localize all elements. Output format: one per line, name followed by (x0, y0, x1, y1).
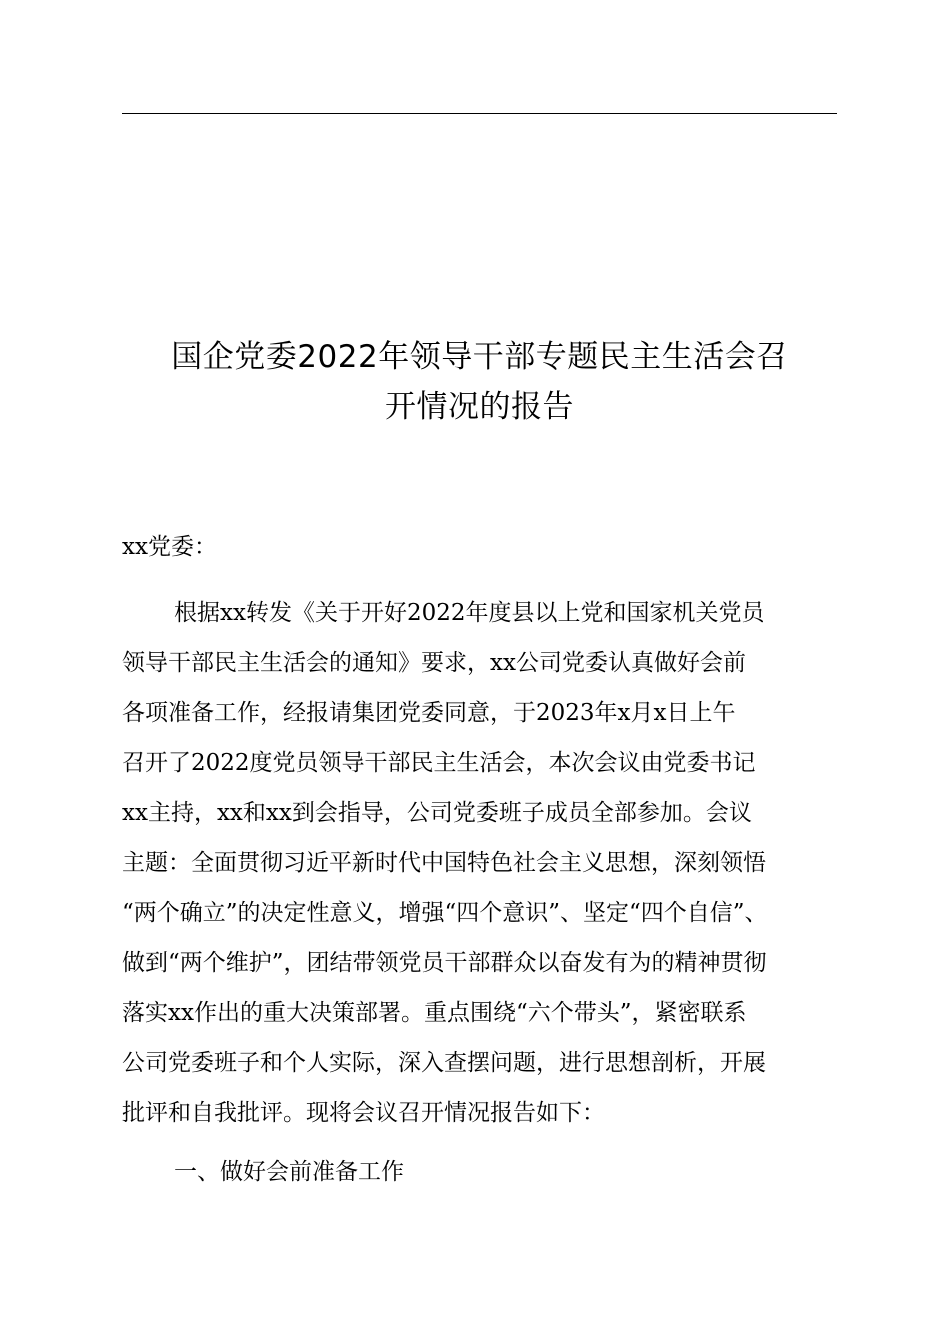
paragraph-line: 落实xx作出的重大决策部署。重点围绕“六个带头”，紧密联系 (122, 1000, 747, 1026)
salutation: xx党委： (122, 534, 217, 560)
paragraph-line: 各项准备工作，经报请集团党委同意，于2023年x月x日上午 (122, 700, 736, 726)
section-heading: 一、做好会前准备工作 (174, 1159, 404, 1185)
paragraph-line: 主题：全面贯彻习近平新时代中国特色社会主义思想，深刻领悟 (122, 850, 766, 876)
paragraph-line: 做到“两个维护”，团结带领党员干部群众以奋发有为的精神贯彻 (122, 950, 767, 976)
paragraph-line: 批评和自我批评。现将会议召开情况报告如下： (122, 1100, 605, 1126)
paragraph-line: 公司党委班子和个人实际，深入查摆问题，进行思想剖析，开展 (122, 1050, 766, 1076)
document-title (122, 332, 837, 432)
paragraph-line: 召开了2022度党员领导干部民主生活会，本次会议由党委书记 (122, 750, 756, 776)
paragraph-line: xx主持，xx和xx到会指导，公司党委班子成员全部参加。会议 (122, 800, 752, 826)
title-line: 开情况的报告 (385, 389, 574, 425)
header-rule (122, 113, 837, 114)
body-paragraph (122, 588, 852, 1138)
paragraph-line: “两个确立”的决定性意义，增强“四个意识”、坚定“四个自信”、 (122, 900, 768, 926)
paragraph-line: 领导干部民主生活会的通知》要求，xx公司党委认真做好会前 (122, 650, 746, 676)
title-line: 国企党委2022年领导干部专题民主生活会召 (171, 339, 788, 375)
paragraph-line: 根据xx转发《关于开好2022年度县以上党和国家机关党员 (174, 600, 765, 626)
